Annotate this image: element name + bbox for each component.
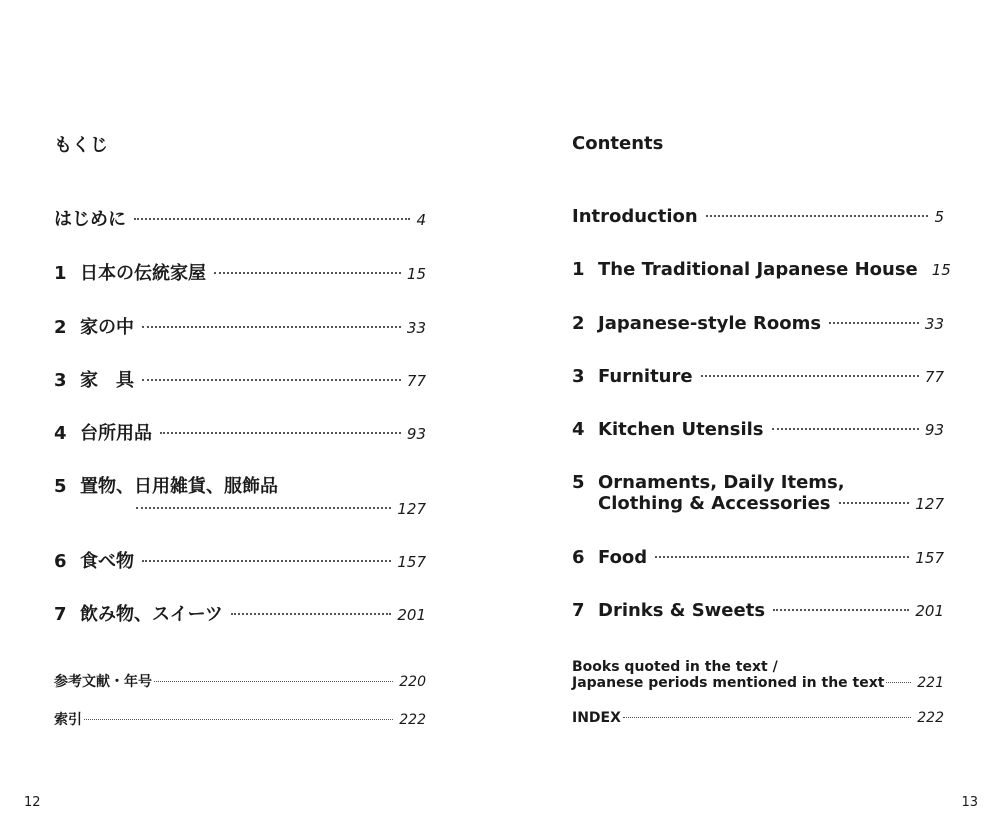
chapter-number: 2	[572, 313, 585, 334]
toc-entry-page: 222	[917, 710, 944, 726]
toc-entry-page: 157	[915, 549, 944, 567]
toc-entry-title: INDEX	[572, 710, 621, 726]
leader-dots	[142, 379, 401, 381]
toc-entry-page: 93	[924, 421, 944, 439]
toc-entry-page: 222	[399, 712, 426, 728]
toc-entry-page: 220	[399, 674, 426, 690]
chapter-number: 6	[572, 547, 585, 568]
toc-entry-chapter-1-ja[interactable]	[54, 259, 426, 285]
toc-entry-title-line-2: Clothing & Accessories	[598, 493, 831, 514]
leader-dots	[142, 326, 401, 328]
leader-dots	[772, 428, 919, 430]
toc-entry-title: Food	[598, 547, 648, 568]
toc-entry-title: 置物、日用雑貨、服飾品	[80, 476, 278, 497]
toc-entry-page: 15	[931, 261, 951, 279]
leader-dots	[655, 556, 909, 558]
toc-entry-index-ja[interactable]	[54, 709, 426, 729]
leader-dots	[214, 272, 401, 274]
chapter-number: 7	[572, 600, 585, 621]
chapter-number: 5	[54, 476, 67, 497]
toc-entry-chapter-4-ja[interactable]	[54, 419, 426, 445]
leader-dots	[839, 502, 910, 504]
leader-dots	[134, 218, 410, 220]
toc-entry-title-line-1: Ornaments, Daily Items,	[598, 472, 845, 493]
leader-dots	[231, 613, 391, 615]
chapter-number: 1	[572, 259, 585, 280]
toc-entry-chapter-6-ja[interactable]	[54, 547, 426, 573]
toc-entry-page: 127	[397, 500, 426, 518]
toc-entry-introduction-en[interactable]	[572, 206, 944, 227]
toc-entry-chapter-3-ja[interactable]	[54, 366, 426, 392]
leader-dots	[829, 322, 919, 324]
chapter-number: 5	[572, 472, 585, 493]
toc-entry-chapter-5-ja[interactable]	[54, 472, 426, 518]
toc-entry-title: 台所用品	[80, 423, 152, 444]
toc-heading-en: Contents	[572, 133, 664, 154]
toc-entry-page: 127	[915, 495, 944, 513]
chapter-number: 1	[54, 263, 67, 284]
chapter-number: 3	[572, 366, 585, 387]
toc-entry-index-en[interactable]	[572, 710, 944, 726]
toc-entry-title: The Traditional Japanese House	[598, 259, 918, 280]
toc-entry-title: 索引	[54, 712, 82, 728]
toc-entry-title: Drinks & Sweets	[598, 600, 766, 621]
page-number: 13	[961, 795, 978, 810]
page-number: 12	[24, 795, 41, 810]
leader-dots	[701, 375, 919, 377]
toc-entry-chapter-6-en[interactable]	[572, 547, 944, 568]
toc-entry-title: 家 具	[80, 370, 134, 391]
toc-entry-page: 77	[924, 368, 944, 386]
toc-entry-references-ja[interactable]	[54, 671, 426, 691]
toc-entry-chapter-1-en[interactable]	[572, 259, 951, 280]
chapter-number: 6	[54, 551, 67, 572]
toc-entry-page: 33	[406, 319, 426, 337]
toc-entry-introduction-ja[interactable]	[54, 205, 426, 231]
chapter-number: 4	[572, 419, 585, 440]
toc-entry-title: 家の中	[80, 317, 134, 338]
chapter-number: 4	[54, 423, 67, 444]
toc-entry-page: 77	[406, 372, 426, 390]
leader-dots	[154, 681, 393, 682]
toc-entry-title: Kitchen Utensils	[598, 419, 764, 440]
toc-entry-page: 33	[924, 315, 944, 333]
toc-entry-page: 4	[416, 211, 426, 229]
toc-entry-page: 201	[397, 606, 426, 624]
toc-entry-title: はじめに	[54, 209, 126, 230]
toc-entry-chapter-5-en[interactable]	[572, 472, 944, 514]
toc-entry-chapter-2-en[interactable]	[572, 313, 944, 334]
toc-entry-title: 食べ物	[80, 551, 134, 572]
toc-entry-title: Japanese-style Rooms	[598, 313, 822, 334]
toc-entry-chapter-7-ja[interactable]	[54, 600, 426, 626]
chapter-number: 2	[54, 317, 67, 338]
toc-entry-page: 157	[397, 553, 426, 571]
toc-entry-chapter-2-ja[interactable]	[54, 313, 426, 339]
chapter-number: 3	[54, 370, 67, 391]
toc-entry-title: Furniture	[598, 366, 693, 387]
toc-entry-chapter-3-en[interactable]	[572, 366, 944, 387]
toc-entry-title-line-1: Books quoted in the text /	[572, 659, 778, 675]
leader-dots	[706, 215, 929, 217]
toc-heading-ja: もくじ	[54, 135, 108, 156]
toc-entry-chapter-4-en[interactable]	[572, 419, 944, 440]
toc-entry-title: Introduction	[572, 206, 698, 227]
leader-dots	[160, 432, 401, 434]
leader-dots	[623, 717, 911, 718]
toc-entry-title: 参考文献・年号	[54, 674, 152, 690]
leader-dots	[142, 560, 391, 562]
toc-entry-title: 日本の伝統家屋	[80, 263, 206, 284]
leader-dots	[136, 507, 391, 509]
right-page	[500, 0, 1000, 832]
toc-entry-page: 201	[915, 602, 944, 620]
toc-entry-page: 15	[406, 265, 426, 283]
toc-entry-chapter-7-en[interactable]	[572, 600, 944, 621]
toc-entry-references-en[interactable]	[572, 659, 944, 691]
toc-entry-page: 221	[917, 675, 944, 691]
toc-entry-page: 5	[934, 208, 944, 226]
toc-entry-title-line-2: Japanese periods mentioned in the text	[572, 675, 885, 691]
toc-entry-page: 93	[406, 425, 426, 443]
leader-dots	[886, 682, 911, 683]
leader-dots	[84, 719, 393, 720]
toc-entry-title: 飲み物、スイーツ	[80, 604, 223, 625]
chapter-number: 7	[54, 604, 67, 625]
leader-dots	[773, 609, 909, 611]
